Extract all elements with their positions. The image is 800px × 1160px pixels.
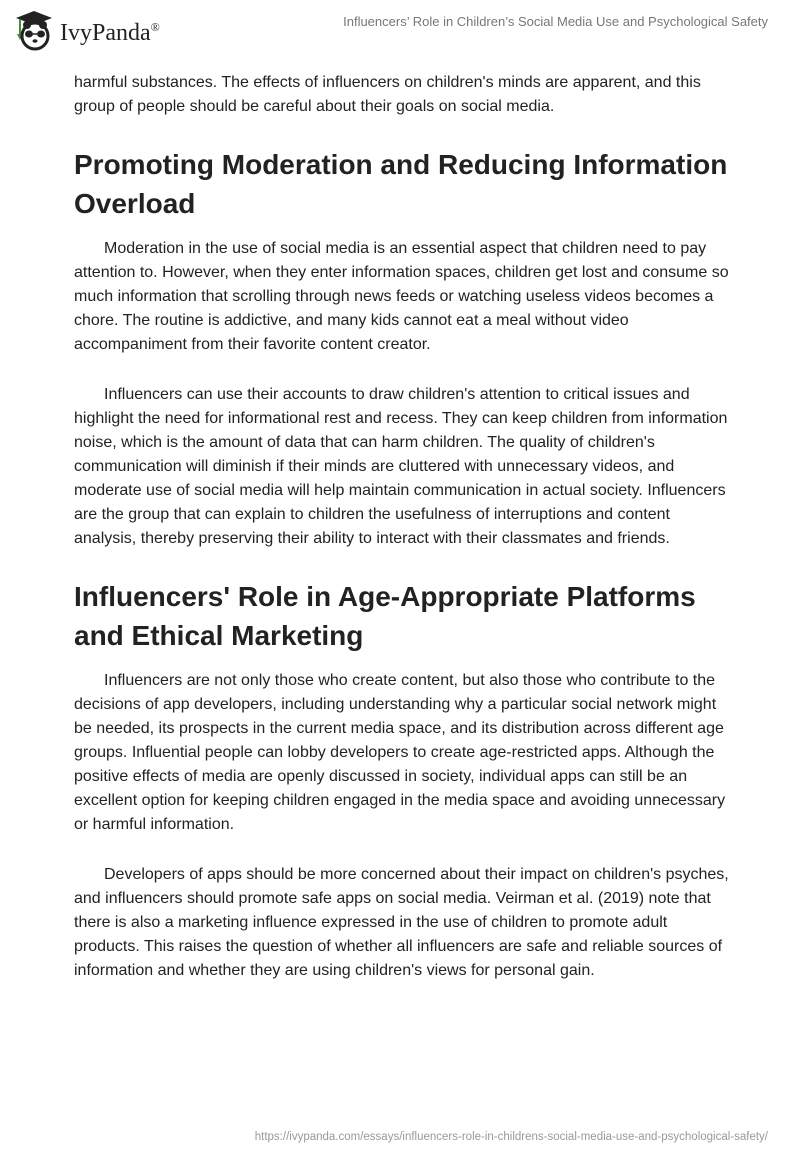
paragraph: Influencers are not only those who create content, but also those who contribute to the decisions of app developers, including understanding why a particular social network might be needed, its prospects in the current media space, and its distribution across different age groups. Influential people can lobby developers to create age-restricted apps. Although the positive effects of media are openly discussed in society, individual apps can still be an excellent option for keeping children engaged in the media space and avoiding unnecessary or harmful information.: [74, 672, 726, 833]
document-title: Influencers’ Role in Children’s Social Media Use and Psychological Safety: [343, 14, 768, 29]
paragraph: Moderation in the use of social media is an essential aspect that children need to pay attention to. However, when they enter information spaces, children get lost and consume so much information that scrolling through news feeds or watching useless videos becomes a chore. The routine is addictive, and many kids cannot eat a meal without video accompaniment from their favorite content creator.: [74, 240, 729, 353]
section-heading-age-appropriate: Influencers' Role in Age-Appropriate Platforms and Ethical Marketing: [74, 581, 696, 651]
source-url-link[interactable]: https://ivypanda.com/essays/influencers-role-in-childrens-social-media-use-and-psychological-safety/: [254, 1131, 768, 1143]
panda-graduate-icon: [12, 8, 56, 52]
ivypanda-logo[interactable]: [12, 8, 160, 52]
section-heading-moderation: Promoting Moderation and Reducing Information Overload: [74, 149, 728, 219]
paragraph: Developers of apps should be more concerned about their impact on children's psyches, and influencers should promote safe apps on social media. Veirman et al. (2019) note that there is also a marketing influence expressed in the use of children to promote adult products. This raises the question of whether all influencers are safe and reliable sources of information and whether they are using children's views for personal gain.: [74, 866, 729, 979]
paragraph: Influencers can use their accounts to draw children's attention to critical issues and highlight the need for informational rest and recess. They can keep children from information noise, which is the amount of data that can harm children. The quality of children's communication will diminish if their minds are cluttered with unnecessary videos, and moderate use of social media will help maintain communication in actual society. Influencers are the group that can explain to children the usefulness of interruptions and content analysis, thereby preserving their ability to interact with their classmates and friends.: [74, 386, 728, 547]
logo-text: IvyPanda: [60, 19, 151, 46]
essay-content: [74, 71, 734, 1009]
registered-mark: ®: [150, 19, 160, 34]
page-header: [0, 0, 800, 60]
intro-paragraph: harmful substances. The effects of influencers on children's minds are apparent, and this group of people should be careful about their goals on social media.: [74, 74, 701, 115]
